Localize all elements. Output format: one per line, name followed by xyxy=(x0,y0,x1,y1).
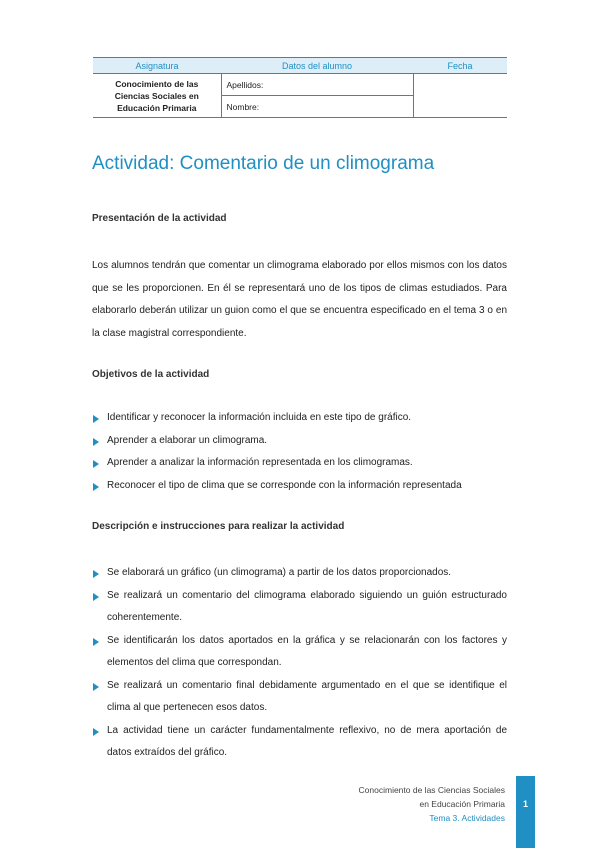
heading-descripcion: Descripción e instrucciones para realizar la actividad xyxy=(92,521,345,532)
list-item: Se elaborará un gráfico (un climograma) a partir de los datos proporcionados. xyxy=(92,562,507,585)
bullet-arrow-icon xyxy=(93,438,99,446)
header-col-asignatura: Asignatura xyxy=(93,58,221,74)
list-item: Se realizará un comentario final debidamente argumentado en el que se identifique el clima al que pertenecen esos datos. xyxy=(92,675,507,720)
list-item: Reconocer el tipo de clima que se corresponde con la información representada xyxy=(92,475,507,498)
page-number: 1 xyxy=(516,776,535,848)
footer-line-3: Tema 3. Actividades xyxy=(429,813,505,823)
list-item: La actividad tiene un carácter fundamentalmente reflexivo, no de mera aportación de datos extraídos del gráfico. xyxy=(92,720,507,765)
heading-presentacion: Presentación de la actividad xyxy=(92,213,227,224)
descripcion-list xyxy=(92,562,507,765)
list-item: Identificar y reconocer la información incluida en este tipo de gráfico. xyxy=(92,407,507,430)
list-item: Aprender a analizar la información representada en los climogramas. xyxy=(92,452,507,475)
bullet-arrow-icon xyxy=(93,483,99,491)
bullet-arrow-icon xyxy=(93,728,99,736)
footer-line-2: en Educación Primaria xyxy=(419,799,505,809)
asignatura-value: Conocimiento de las Ciencias Sociales en Educación Primaria xyxy=(93,74,221,118)
header-col-fecha: Fecha xyxy=(413,58,507,74)
nombre-field: Nombre: xyxy=(221,96,413,118)
apellidos-field: Apellidos: xyxy=(221,74,413,96)
objetivos-list xyxy=(92,407,507,497)
footer xyxy=(359,783,505,825)
bullet-arrow-icon xyxy=(93,460,99,468)
page-title: Actividad: Comentario de un climograma xyxy=(92,153,435,174)
bullet-arrow-icon xyxy=(93,415,99,423)
header-col-datos: Datos del alumno xyxy=(221,58,413,74)
heading-objetivos: Objetivos de la actividad xyxy=(92,369,210,380)
bullet-arrow-icon xyxy=(93,570,99,578)
fecha-field xyxy=(413,74,507,118)
footer-line-1: Conocimiento de las Ciencias Sociales xyxy=(358,785,505,795)
list-item: Se realizará un comentario del climograma elaborado siguiendo un guión estructurado coherentemente. xyxy=(92,585,507,630)
list-item: Aprender a elaborar un climograma. xyxy=(92,430,507,453)
bullet-arrow-icon xyxy=(93,593,99,601)
presentacion-paragraph: Los alumnos tendrán que comentar un climograma elaborado por ellos mismos con los datos que se les proporcionen. En él se representará uno de los tipos de climas estudiados. Para elaborarlo deberán utilizar un guion como el que se encuentra especificado en el tema 3 o en la clase magistral correspondiente. xyxy=(92,260,507,339)
bullet-arrow-icon xyxy=(93,683,99,691)
header-table xyxy=(93,57,507,118)
list-item: Se identificarán los datos aportados en la gráfica y se relacionarán con los factores y elementos del clima que correspondan. xyxy=(92,630,507,675)
bullet-arrow-icon xyxy=(93,638,99,646)
